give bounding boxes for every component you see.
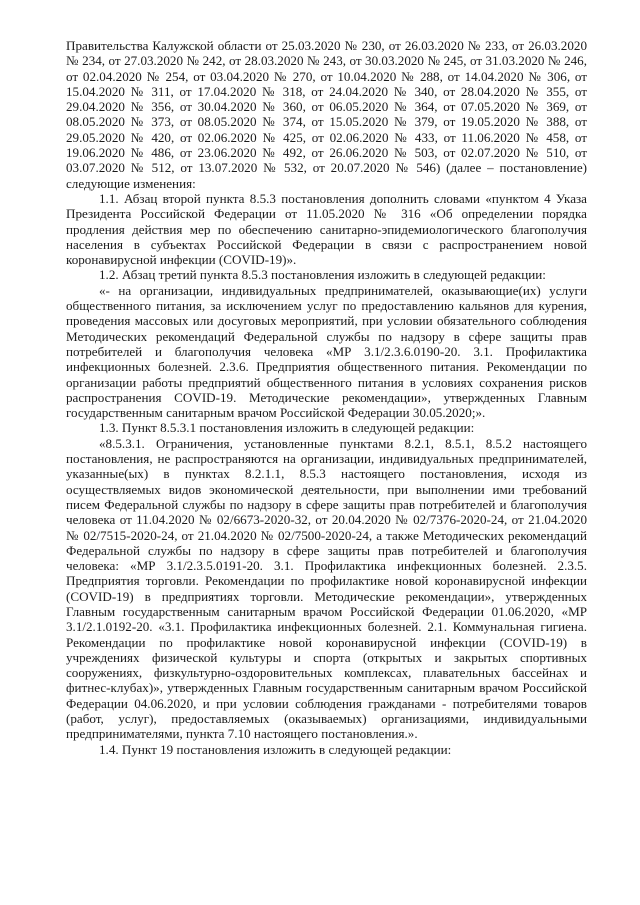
paragraph-1-4: 1.4. Пункт 19 постановления изложить в следующей редакции:: [99, 741, 452, 757]
paragraph-1-2-quote: «- на организации, индивидуальных предпринимателей, оказывающие(их) услуги общественного питания, за исключением услуг по предоставлению кальянов для курения, проведения массовых или досуговых мероприятий, при условии обязательного соблюдения Методических рекомендаций Федеральной службы по надзору в сфере защиты прав потребителей и благополучия человека «МР 3.1/2.3.6.0190-20. 3.1. Профилактика инфекционных болезней. 2.3.6. Предприятия общественного питания. Рекомендации по организации работы предприятий общественного питания в условиях сохранения рисков распространения COVID-19. Методические рекомендации», утвержденных Главным государственным санитарным врачом Российской Федерации 30.05.2020;».: [66, 282, 587, 421]
paragraph-1-1: 1.1. Абзац второй пункта 8.5.3 постановления дополнить словами «пунктом 4 Указа Президента Российской Федерации от 11.05.2020 № 316 «Об определении порядка продления действия мер по обеспечению санитарно-эпидемиологического благополучия населения в субъектах Российской Федерации в связи с распространением новой коронавирусной инфекции (COVID-19)».: [66, 190, 587, 268]
paragraph-1-2: 1.2. Абзац третий пункта 8.5.3 постановления изложить в следующей редакции:: [99, 267, 546, 283]
document-page: [66, 38, 587, 757]
paragraph-1-3: 1.3. Пункт 8.5.3.1 постановления изложить в следующей редакции:: [99, 420, 475, 436]
paragraph-1-3-quote: «8.5.3.1. Ограничения, установленные пунктами 8.2.1, 8.5.1, 8.5.2 настоящего постановления, не распространяются на организации, индивидуальных предпринимателей, указанные(ых) в пунктах 8.2.1.1, 8.5.3 настоящего постановления, исходя из осуществляемых видов экономической деятельности, при выполнении ими требований писем Федеральной службы по надзору в сфере защиты прав потребителей и благополучия человека от 11.04.2020 № 02/6673-2020-32, от 20.04.2020 № 02/7376-2020-24, от 21.04.2020 № 02/7515-2020-24, от 21.04.2020 № 02/7500-2020-24, а также Методических рекомендаций Федеральной службы по надзору в сфере защиты прав потребителей и благополучия человека: «МР 3.1/2.3.5.0191-20. 3.1. Профилактика инфекционных болезней. 2.3.5. Предприятия торговли. Рекомендации по профилактике новой коронавирусной инфекции (COVID-19) в предприятиях торговли. Методические рекомендации», утвержденных Главным государственным санитарным врачом Российской Федерации 01.06.2020, «МР 3.1/2.1.0192-20. «3.1. Профилактика инфекционных болезней. 2.1. Коммунальная гигиена. Рекомендации по профилактике новой коронавирусной инфекции (COVID-19) в учреждениях физической культуры и спорта (открытых и закрытых спортивных сооружениях, физкультурно-оздоровительных комплексах, плавательных бассейнах и фитнес-клубах)», утвержденных Главным государственным санитарным врачом Российской Федерации 04.06.2020, и при условии соблюдения гражданами - потребителями товаров (работ, услуг), предоставляемых (оказываемых) организациями, индивидуальными предпринимателями, пункта 7.10 настоящего постановления.».: [66, 435, 587, 742]
intro-paragraph: Правительства Калужской области от 25.03.2020 № 230, от 26.03.2020 № 233, от 26.03.2020 № 234, от 27.03.2020 № 242, от 28.03.2020 № 243, от 30.03.2020 № 245, от 31.03.2020 № 246, от 02.04.2020 № 254, от 03.04.2020 № 270, от 10.04.2020 № 288, от 14.04.2020 № 306, от 15.04.2020 № 311, от 17.04.2020 № 318, от 24.04.2020 № 340, от 28.04.2020 № 355, от 29.04.2020 № 356, от 30.04.2020 № 360, от 06.05.2020 № 364, от 07.05.2020 № 369, от 08.05.2020 № 373, от 08.05.2020 № 374, от 15.05.2020 № 379, от 19.05.2020 № 388, от 29.05.2020 № 420, от 02.06.2020 № 425, от 02.06.2020 № 433, от 11.06.2020 № 458, от 19.06.2020 № 486, от 23.06.2020 № 492, от 26.06.2020 № 503, от 02.07.2020 № 510, от 03.07.2020 № 512, от 13.07.2020 № 532, от 20.07.2020 № 546) (далее – постановление) следующие изменения:: [66, 38, 587, 191]
